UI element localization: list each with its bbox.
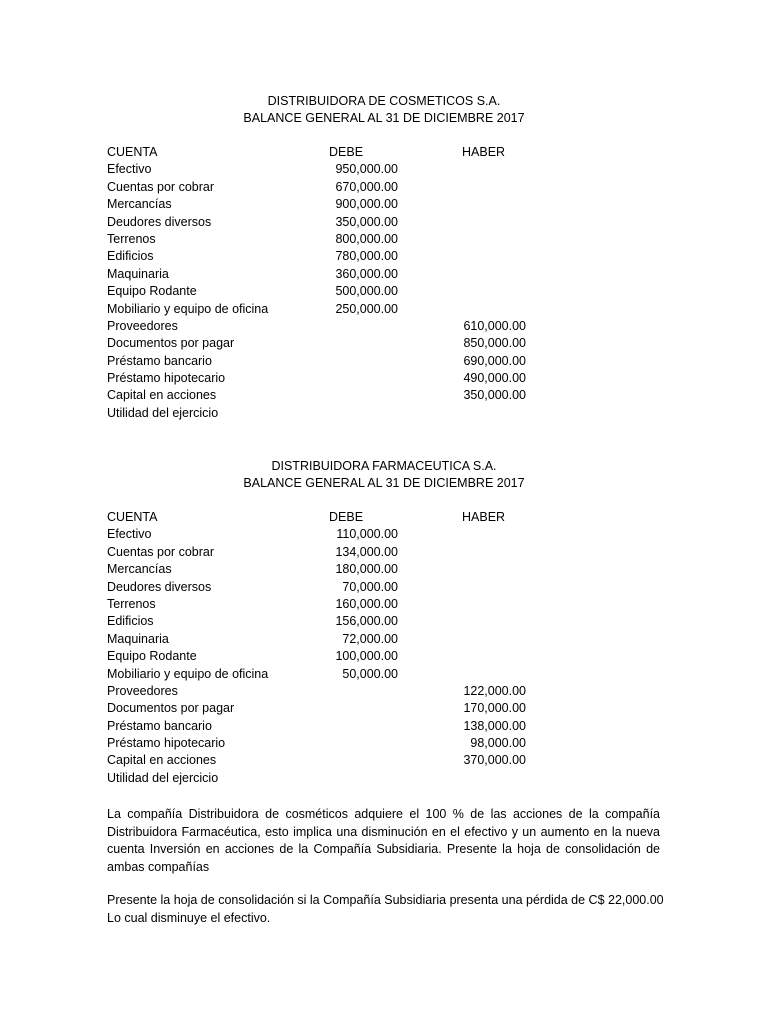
column-header-debe: DEBE [329, 145, 364, 159]
balance-2-table [107, 509, 547, 787]
account-name: Cuentas por cobrar [107, 179, 215, 194]
balance-2-subtitle: BALANCE GENERAL AL 31 DE DICIEMBRE 2017 [243, 476, 525, 490]
table-row [107, 405, 547, 422]
table-row [107, 666, 547, 683]
debe-amount: 780,000.00 [335, 249, 398, 264]
balance-1-header [0, 93, 768, 127]
table-row [107, 613, 547, 630]
account-name: Documentos por pagar [107, 701, 235, 716]
account-name: Utilidad del ejercicio [107, 405, 219, 420]
haber-amount: 98,000.00 [470, 736, 526, 751]
haber-amount: 850,000.00 [463, 336, 526, 351]
debe-amount: 800,000.00 [335, 231, 398, 246]
account-name: Mercancías [107, 562, 172, 577]
table-row [107, 179, 547, 196]
account-name: Préstamo bancario [107, 353, 212, 368]
table-row [107, 266, 547, 283]
table-row [107, 283, 547, 300]
balance-1-rows [107, 161, 547, 422]
debe-amount: 100,000.00 [335, 649, 398, 664]
table-row [107, 370, 547, 387]
account-name: Proveedores [107, 683, 178, 698]
haber-amount: 350,000.00 [463, 388, 526, 403]
account-name: Terrenos [107, 596, 156, 611]
debe-amount: 360,000.00 [335, 266, 398, 281]
debe-amount: 950,000.00 [335, 162, 398, 177]
account-name: Efectivo [107, 162, 152, 177]
debe-amount: 350,000.00 [335, 214, 398, 229]
haber-amount: 610,000.00 [463, 318, 526, 333]
account-name: Efectivo [107, 527, 152, 542]
account-name: Mercancías [107, 197, 172, 212]
instruction-paragraph-2 [107, 892, 667, 927]
account-name: Capital en acciones [107, 753, 217, 768]
debe-amount: 50,000.00 [342, 666, 398, 681]
column-header-cuenta: CUENTA [107, 145, 158, 159]
debe-amount: 250,000.00 [335, 301, 398, 316]
table-row [107, 544, 547, 561]
balance-2-header [0, 458, 768, 492]
table-row [107, 648, 547, 665]
balance-2-company: DISTRIBUIDORA FARMACEUTICA S.A. [271, 459, 497, 473]
balance-2-rows [107, 526, 547, 787]
table-row [107, 752, 547, 769]
debe-amount: 900,000.00 [335, 197, 398, 212]
column-header-debe: DEBE [329, 510, 364, 524]
account-name: Utilidad del ejercicio [107, 770, 219, 785]
table-row [107, 579, 547, 596]
table-row [107, 231, 547, 248]
account-name: Préstamo hipotecario [107, 736, 226, 751]
table-row [107, 353, 547, 370]
table-row [107, 631, 547, 648]
table-row [107, 683, 547, 700]
column-header-haber: HABER [462, 510, 506, 524]
column-header-haber: HABER [462, 145, 506, 159]
debe-amount: 156,000.00 [335, 614, 398, 629]
instruction-paragraph-2-line-1: Presente la hoja de consolidación si la Compañía Subsidiaria presenta una pérdida de C$ 22,000.00 [107, 893, 664, 907]
table-row [107, 196, 547, 213]
table-row [107, 718, 547, 735]
table-row [107, 596, 547, 613]
balance-2-header-row [107, 509, 547, 526]
haber-amount: 138,000.00 [463, 718, 526, 733]
debe-amount: 110,000.00 [336, 527, 398, 542]
account-name: Maquinaria [107, 631, 169, 646]
account-name: Deudores diversos [107, 214, 212, 229]
instruction-paragraph-2-line-2: Lo cual disminuye el efectivo. [107, 910, 271, 925]
table-row [107, 526, 547, 543]
debe-amount: 670,000.00 [335, 179, 398, 194]
table-row [107, 561, 547, 578]
debe-amount: 134,000.00 [335, 544, 398, 559]
account-name: Equipo Rodante [107, 649, 197, 664]
account-name: Edificios [107, 614, 154, 629]
haber-amount: 370,000.00 [463, 753, 526, 768]
account-name: Préstamo bancario [107, 718, 212, 733]
account-name: Préstamo hipotecario [107, 371, 226, 386]
account-name: Mobiliario y equipo de oficina [107, 666, 269, 681]
account-name: Equipo Rodante [107, 284, 197, 299]
haber-amount: 490,000.00 [463, 371, 526, 386]
table-row [107, 770, 547, 787]
instruction-paragraph-1: La compañía Distribuidora de cosméticos adquiere el 100 % de las acciones de la compañía Distribuidora Farmacéutica, esto implica una disminución en el efectivo y un aumento en la nueva cuenta Inversión en acciones de la Compañía Subsidiaria. Presente la hoja de consolidación de ambas compañías [107, 807, 660, 874]
table-row [107, 214, 547, 231]
account-name: Maquinaria [107, 266, 169, 281]
table-row [107, 248, 547, 265]
account-name: Capital en acciones [107, 388, 217, 403]
debe-amount: 180,000.00 [335, 562, 398, 577]
account-name: Proveedores [107, 318, 178, 333]
debe-amount: 500,000.00 [335, 284, 398, 299]
balance-1-table [107, 144, 547, 422]
table-row [107, 700, 547, 717]
debe-amount: 70,000.00 [342, 579, 398, 594]
account-name: Edificios [107, 249, 154, 264]
debe-amount: 72,000.00 [342, 631, 398, 646]
account-name: Terrenos [107, 231, 156, 246]
balance-1-header-row [107, 144, 547, 161]
account-name: Deudores diversos [107, 579, 212, 594]
table-row [107, 335, 547, 352]
debe-amount: 160,000.00 [335, 596, 398, 611]
account-name: Cuentas por cobrar [107, 544, 215, 559]
table-row [107, 161, 547, 178]
balance-1-company: DISTRIBUIDORA DE COSMETICOS S.A. [267, 94, 501, 108]
table-row [107, 735, 547, 752]
table-row [107, 318, 547, 335]
table-row [107, 387, 547, 404]
account-name: Mobiliario y equipo de oficina [107, 301, 269, 316]
column-header-cuenta: CUENTA [107, 510, 158, 524]
balance-1-subtitle: BALANCE GENERAL AL 31 DE DICIEMBRE 2017 [243, 111, 525, 125]
table-row [107, 301, 547, 318]
haber-amount: 122,000.00 [463, 683, 526, 698]
account-name: Documentos por pagar [107, 336, 235, 351]
haber-amount: 170,000.00 [463, 701, 526, 716]
haber-amount: 690,000.00 [463, 353, 526, 368]
